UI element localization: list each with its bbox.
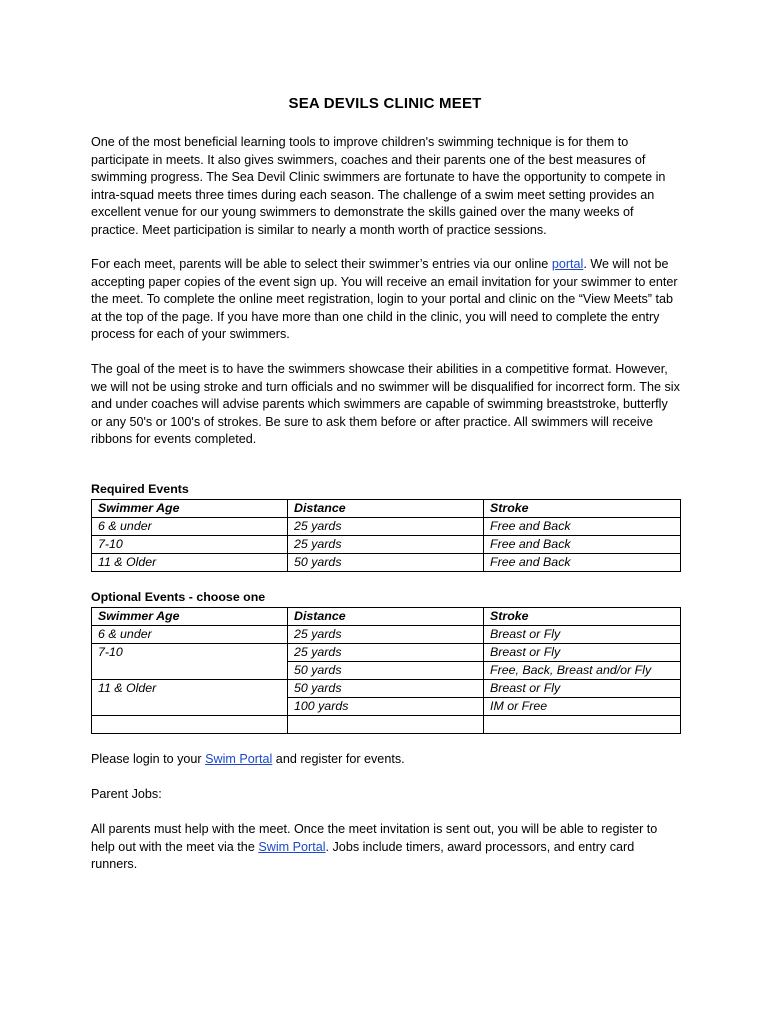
optional-events-label: Optional Events - choose one bbox=[91, 590, 266, 604]
required-events-label: Required Events bbox=[91, 482, 189, 496]
parent-jobs-text-before: All parents must help with the meet. Once the meet invitation is sent out, you will be able to register to help out with the meet via the bbox=[91, 822, 658, 854]
table-row bbox=[92, 644, 681, 662]
table-cell: 100 yards bbox=[288, 698, 484, 716]
swim-portal-link[interactable]: Swim Portal bbox=[258, 839, 326, 854]
table-cell: Free and Back bbox=[484, 518, 681, 536]
table-header-row bbox=[92, 608, 681, 626]
table-row bbox=[92, 626, 681, 644]
entries-text-after: . We will not be accepting paper copies of the event sign up. You will receive an email invitation for your swimmer to enter the meet. To complete the online meet registration, login to your portal and clinic on the “View Meets” tab at the top of the page. If you have more than one child in the clinic, you will need to complete the entry process for each of your swimmers. bbox=[91, 257, 678, 342]
table-cell: Free and Back bbox=[484, 536, 681, 554]
table-cell: 50 yards bbox=[288, 680, 484, 698]
intro-paragraph: One of the most beneficial learning tools to improve children's swimming technique is for them to participate in meets. It also gives swimmers, coaches and their parents one of the best measures of swimming progress. The Sea Devil Clinic swimmers are fortunate to have the opportunity to compete in intra-squad meets three times during each season. The challenge of a swim meet setting provides an excellent venue for our young swimmers to demonstrate the skills gained over the many weeks of practice. Meet participation is similar to nearly a month worth of practice sessions. bbox=[91, 135, 666, 237]
table-row bbox=[92, 518, 681, 536]
table-row bbox=[92, 680, 681, 698]
table-row bbox=[92, 662, 681, 680]
table-cell: 11 & Older bbox=[92, 680, 288, 698]
table-cell: Breast or Fly bbox=[484, 626, 681, 644]
table-cell: 6 & under bbox=[92, 518, 288, 536]
table-cell: 25 yards bbox=[288, 536, 484, 554]
login-text-before: Please login to your bbox=[91, 752, 206, 766]
table-cell: 25 yards bbox=[288, 518, 484, 536]
parent-jobs-heading: Parent Jobs: bbox=[91, 787, 162, 801]
table-row bbox=[92, 554, 681, 572]
table-row bbox=[92, 698, 681, 716]
table-cell bbox=[92, 716, 288, 734]
table-row bbox=[92, 536, 681, 554]
required-events-table bbox=[91, 499, 681, 572]
column-header: Distance bbox=[288, 500, 484, 518]
table-cell bbox=[92, 662, 288, 680]
column-header: Stroke bbox=[484, 500, 681, 518]
table-cell: IM or Free bbox=[484, 698, 681, 716]
table-cell: Free, Back, Breast and/or Fly bbox=[484, 662, 681, 680]
table-cell: 50 yards bbox=[288, 554, 484, 572]
page-title: SEA DEVILS CLINIC MEET bbox=[288, 95, 482, 112]
parent-jobs-text-after: . Jobs include timers, award processors, and entry card runners. bbox=[91, 839, 635, 872]
table-cell bbox=[484, 716, 681, 734]
entries-paragraph bbox=[91, 256, 681, 344]
table-cell: 7-10 bbox=[92, 644, 288, 662]
column-header: Swimmer Age bbox=[92, 500, 288, 518]
table-header-row bbox=[92, 500, 681, 518]
table-cell: 11 & Older bbox=[92, 554, 288, 572]
parent-jobs-paragraph bbox=[91, 821, 681, 874]
portal-link[interactable]: portal bbox=[551, 257, 584, 271]
table-cell bbox=[92, 698, 288, 716]
column-header: Distance bbox=[288, 608, 484, 626]
table-cell: Breast or Fly bbox=[484, 644, 681, 662]
table-cell: 25 yards bbox=[288, 644, 484, 662]
login-paragraph bbox=[91, 751, 681, 769]
table-cell: 7-10 bbox=[92, 536, 288, 554]
column-header: Stroke bbox=[484, 608, 681, 626]
table-cell bbox=[288, 716, 484, 734]
table-cell: Free and Back bbox=[484, 554, 681, 572]
table-row bbox=[92, 716, 681, 734]
entries-text-before: For each meet, parents will be able to select their swimmer’s entries via our online bbox=[91, 257, 552, 271]
optional-events-table bbox=[91, 607, 681, 734]
swim-portal-link[interactable]: Swim Portal bbox=[205, 752, 273, 766]
table-cell: Breast or Fly bbox=[484, 680, 681, 698]
login-text-after: and register for events. bbox=[272, 752, 405, 766]
table-cell: 25 yards bbox=[288, 626, 484, 644]
table-cell: 6 & under bbox=[92, 626, 288, 644]
goal-paragraph: The goal of the meet is to have the swimmers showcase their abilities in a competitive format. However, we will not be using stroke and turn officials and no swimmer will be disqualified for incorrect form. The six and under coaches will advise parents which swimmers are capable of swimming breaststroke, butterfly or any 50's or 100's of strokes. Be sure to ask them before or after practice. All swimmers will receive ribbons for events completed. bbox=[91, 362, 680, 447]
column-header: Swimmer Age bbox=[92, 608, 288, 626]
table-cell: 50 yards bbox=[288, 662, 484, 680]
